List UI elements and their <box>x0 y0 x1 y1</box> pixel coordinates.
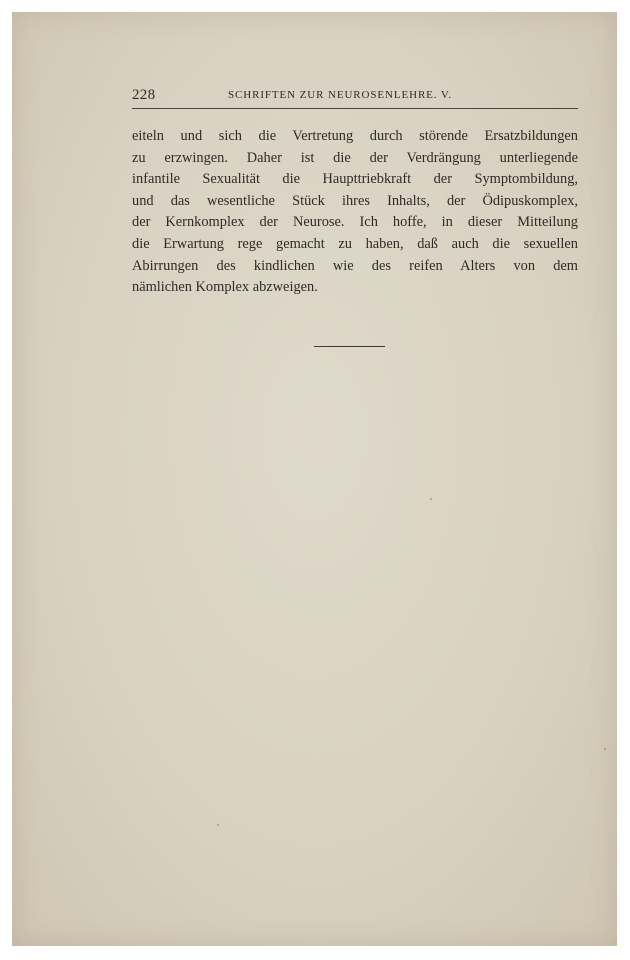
text-line: und das wesentliche Stück ihres Inhalts, der Ödipuskomplex, <box>132 192 578 209</box>
paper-speck <box>217 824 219 826</box>
text-line: nämlichen Komplex abzweigen. <box>132 279 318 296</box>
header-rule <box>132 108 578 109</box>
section-end-rule <box>314 346 385 347</box>
text-line: zu erzwingen. Daher ist die der Verdrängung unterliegende <box>132 149 578 166</box>
paper-speck <box>430 498 432 500</box>
book-page <box>12 12 617 946</box>
text-line: die Erwartung rege gemacht zu haben, daß auch die sexuellen <box>132 235 578 252</box>
running-title: SCHRIFTEN ZUR NEUROSENLEHRE. V. <box>228 89 452 101</box>
text-line: eiteln und sich die Vertretung durch störende Ersatzbildungen <box>132 128 578 144</box>
page-number: 228 <box>132 87 156 103</box>
text-line: der Kernkomplex der Neurose. Ich hoffe, in dieser Mitteilung <box>132 214 578 231</box>
text-line: Abirrungen des kindlichen wie des reifen Alters von dem <box>132 257 578 274</box>
page-header <box>132 86 578 106</box>
text-line: infantile Sexualität die Haupttriebkraft der Symptombildung, <box>132 171 578 188</box>
body-paragraph <box>132 126 578 299</box>
paper-speck <box>604 748 606 750</box>
